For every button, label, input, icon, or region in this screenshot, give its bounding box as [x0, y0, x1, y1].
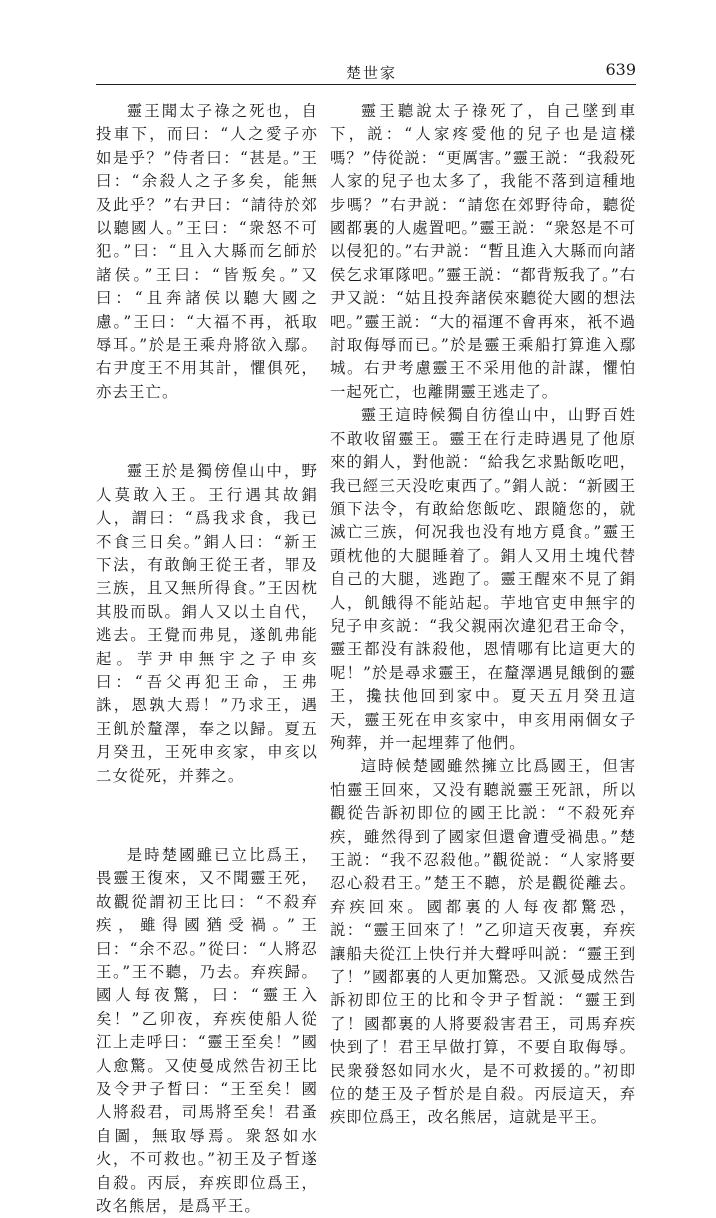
running-title: 楚世家 — [346, 64, 398, 82]
translation-paragraph: 靈王聽說太子祿死了，自己墜到車下，説：“人家疼愛他的兒子也是這樣嗎？”侍從説：“更厲害。”靈王説：“我殺死人家的兒子也太多了，我能不落到這種地步嗎？”右尹説：“請您在郊野待命，聽從國都裏的人處置吧。”靈王説：“衆怒是不可以侵犯的。”右尹説：“暫且進入大縣而向諸侯乞求軍隊吧。”靈王説：“都背叛我了。”右尹又説：“姑且投奔諸侯來聽從大國的想法吧。”靈王説：“大的福運不會再來，衹不過討取侮辱而已。”於是靈王乘船打算進入鄢城。右尹考慮靈王不采用他的計謀，懼怕一起死亡，也離開靈王逃走了。 — [330, 102, 636, 401]
header-rule — [96, 84, 636, 85]
paragraph-gap — [96, 788, 318, 844]
translation-column — [330, 100, 636, 1130]
paragraph-gap — [96, 404, 318, 460]
page-header — [96, 62, 636, 84]
original-paragraph: 是時楚國雖已立比爲王，畏靈王復來，又不聞靈王死，故觀從謂初王比曰：“不殺弃疾，雖得國猶受禍。”王曰：“余不忍。”從曰：“人將忍王。”王不聽，乃去。弃疾歸。國人每夜驚，曰：“靈王入矣！”乙卯夜，弃疾使船人從江上走呼曰：“靈王至矣！”國人愈驚。又使曼成然告初王比及令尹子晳曰：“王至矣！國人將殺君，司馬將至矣！君蚤自圖，無取辱焉。衆怒如水火，不可救也。”初王及子晳遂自殺。丙辰，弃疾即位爲王，改名熊居，是爲平王。 — [96, 845, 318, 1216]
original-paragraph: 靈王聞太子祿之死也，自投車下，而曰：“人之愛子亦如是乎？”侍者曰：“甚是。”王曰：“余殺人之子多矣，能無及此乎？”右尹曰：“請待於郊以聽國人。”王曰：“衆怒不可犯。”曰：“且入大縣而乞師於諸侯。”王曰：“皆叛矣。”又曰：“且奔諸侯以聽大國之慮。”王曰：“大福不再，祇取辱耳。”於是王乘舟將欲入鄢。右尹度王不用其計，懼俱死，亦去王亡。 — [96, 102, 318, 401]
page-number: 639 — [605, 60, 636, 79]
translation-paragraph: 靈王這時候獨自彷徨山中，山野百姓不敢收留靈王。靈王在行走時遇見了他原來的鋗人，對他説：“給我乞求點飯吃吧，我已經三天没吃東西了。”鋗人説：“新國王頒下法令，有敢給您飯吃、跟隨您的，就滅亡三族，何况我也没有地方覓食。”靈王頭枕他的大腿睡着了。鋗人又用土塊代替自己的大腿，逃跑了。靈王醒來不見了鋗人，飢餓得不能站起。芋地官吏申無宇的兒子申亥説：“我父親兩次違犯君王命令，靈王都没有誅殺他，恩情哪有比這更大的呢！”於是尋求靈王，在釐澤遇見餓倒的靈王，攙扶他回到家中。夏天五月癸丑這天，靈王死在申亥家中，申亥用兩個女子殉葬，并一起埋葬了他們。 — [330, 406, 636, 752]
translation-paragraph: 這時候楚國雖然擁立比爲國王，但害怕靈王回來，又没有聽説靈王死訊，所以觀從告訴初即位的國王比説：“不殺死弃疾，雖然得到了國家但還會遭受禍患。”楚王説：“我不忍殺他。”觀從説：“人家將要忍心殺君王。”楚王不聽，於是觀從離去。弃疾回來。國都裏的人每夜都驚恐，説：“靈王回來了！”乙卯這天夜裏，弃疾讓船夫從江上快行并大聲呼叫説：“靈王到了！”國都裏的人更加驚恐。又派曼成然告訴初即位王的比和令尹子晳説：“靈王到了！國都裏的人將要殺害君王，司馬弃疾快到了！君王早做打算，不要自取侮辱。民衆發怒如同水火，是不可救援的。”初即位的楚王及子晳於是自殺。丙辰這天，弃疾即位爲王，改名熊居，這就是平王。 — [330, 757, 636, 1127]
original-text-column — [96, 100, 318, 1218]
original-paragraph: 靈王於是獨傍偟山中，野人莫敢入王。王行遇其故鋗人，謂曰：“爲我求食，我已不食三日矣。”鋗人曰：“新王下法，有敢餉王從王者，罪及三族，且又無所得食。”王因枕其股而臥。鋗人又以土自代，逃去。王覺而弗見，遂飢弗能起。芋尹申無宇之子申亥曰：“吾父再犯王命，王弗誅，恩孰大焉！”乃求王，遇王飢於釐澤，奉之以歸。夏五月癸丑，王死申亥家，申亥以二女從死，并葬之。 — [96, 462, 318, 785]
